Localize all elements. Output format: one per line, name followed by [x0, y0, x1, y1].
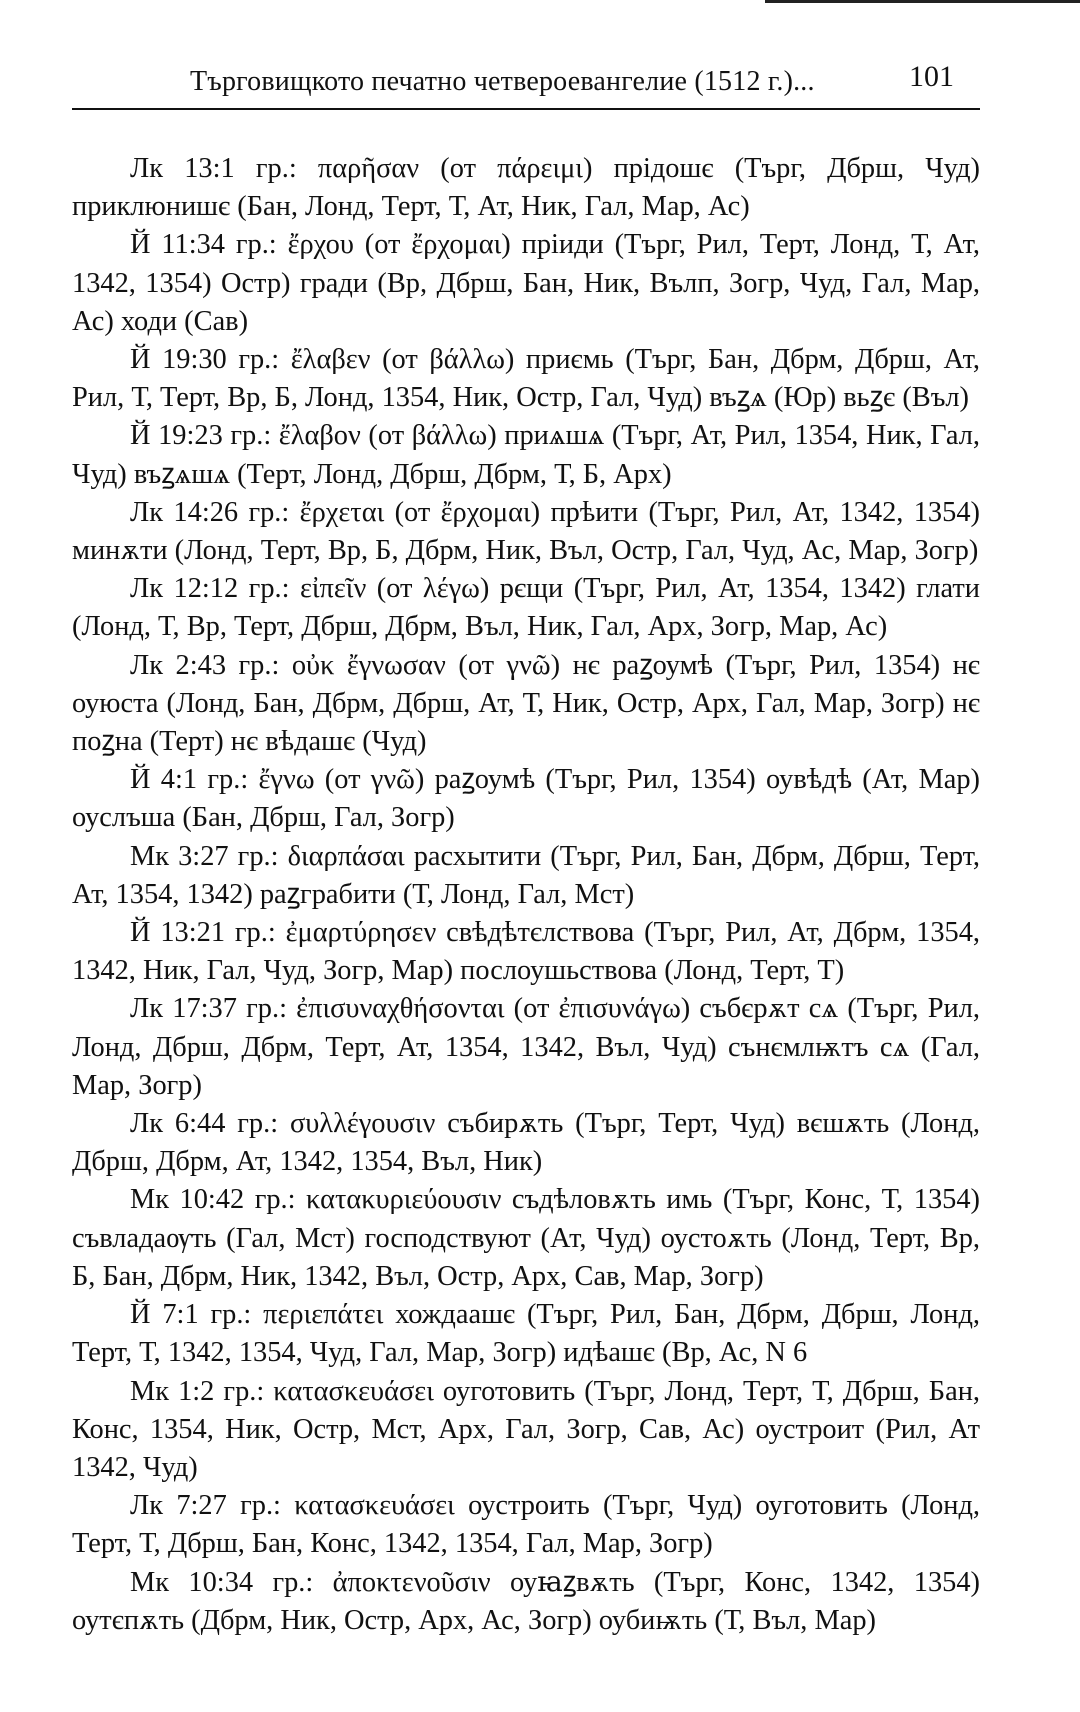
entry-text: гр.: ἐπισυναχθήσονται (от ἐπισυνάγω) събєрѫт сѧ (Търг, Рил, Лонд, Дбрш, Дбрм, Терт, Ат, 1354, 1342, Въл, Чуд) сънємлѭтъ сѧ (Гал, Мар, Зогр): [72, 993, 980, 1101]
entry-reference: Й 19:23: [130, 420, 223, 452]
entry-3: [72, 341, 980, 417]
entry-reference: Й 13:21: [130, 917, 226, 949]
entry-10: [72, 914, 980, 990]
entry-reference: Лк 14:26: [130, 496, 239, 528]
entry-reference: Лк 7:27: [130, 1490, 227, 1522]
entry-reference: Мк 1:2: [130, 1375, 215, 1407]
entry-reference: Й 4:1: [130, 764, 198, 796]
entry-text: гр.: ἔρχεται (от ἔρχομαι) прѣити (Търг, Рил, Ат, 1342, 1354) минѫти (Лонд, Терт, Вр, Б, Дбрм, Ник, Въл, Остр, Гал, Чуд, Ас, Мар, Зогр): [72, 496, 980, 567]
entry-reference: Й 19:30: [130, 344, 227, 376]
header-rule: [72, 108, 980, 110]
page-number: 101: [909, 60, 954, 93]
entry-text: гр.: ἀποκτενοῦσιν оуꙗꙁвѫть (Търг, Конс, 1342, 1354) оутєпѫть (Дбрм, Ник, Остр, Арх, Ас, Зогр) оубиѭть (Т, Въл, Мар): [72, 1566, 980, 1636]
entry-reference: Лк 2:43: [130, 649, 227, 681]
entry-reference: Й 11:34: [130, 229, 225, 261]
entry-text: гр.: διαρπάσαι расхытити (Търг, Рил, Бан, Дбрм, Дбрш, Терт, Ат, 1354, 1342) раꙁграбити (Т, Лонд, Гал, Мст): [72, 840, 981, 910]
entry-9: [72, 838, 980, 914]
entry-reference: Мк 10:34: [130, 1566, 254, 1598]
entry-reference: Лк 17:37: [130, 993, 237, 1025]
entry-text: гр.: ἐμαρτύρησεν свѣдѣтєлствова (Търг, Рил, Ат, Дбрм, 1354, 1342, Ник, Гал, Чуд, Зогр, Мар) послоушьствова (Лонд, Терт, Т): [72, 917, 981, 987]
entry-17: [72, 1564, 980, 1640]
entry-11: [72, 990, 980, 1105]
entry-4: [72, 417, 980, 493]
entry-text: гр.: κατασκευάσει оустроить (Търг, Чуд) оуготовить (Лонд, Терт, Т, Дбрш, Бан, Конс, 1342, 1354, Гал, Мар, Зогр): [72, 1490, 980, 1560]
entry-15: [72, 1373, 980, 1488]
entry-text: гр.: ἔγνω (от γνῶ) раꙁоумѣ (Търг, Рил, 1354) оувѣдѣ (Ат, Мар) оуслъша (Бан, Дбрш, Гал, Зогр): [72, 764, 980, 834]
entry-6: [72, 570, 980, 646]
entry-1: [72, 150, 980, 226]
entry-12: [72, 1105, 980, 1181]
entry-reference: Лк 12:12: [130, 573, 239, 605]
entry-text: гр.: εἰπεῖν (от λέγω) рєщи (Търг, Рил, Ат, 1354, 1342) глати (Лонд, Т, Вр, Терт, Дбрш, Дбрм, Въл, Ник, Гал, Арх, Зогр, Мар, Ас): [72, 573, 980, 643]
entry-text: гр.: συλλέγουσιν събирѫть (Търг, Терт, Чуд) вєшѫть (Лонд, Дбрш, Дбрм, Ат, 1342, 1354, Въл, Ник): [72, 1108, 980, 1178]
entry-reference: Мк 10:42: [130, 1184, 245, 1216]
entry-14: [72, 1296, 980, 1372]
entry-reference: Лк 13:1: [130, 153, 235, 184]
entry-13: [72, 1181, 980, 1296]
entry-7: [72, 647, 980, 762]
page-body: [72, 150, 980, 1640]
entry-text: гр.: ἔλαβεν (от βάλλω) приємь (Търг, Бан, Дбрм, Дбрш, Ат, Рил, Т, Терт, Вр, Б, Лонд, 1354, Ник, Остр, Гал, Чуд) въꙁѧ (Юр) вьꙁє (Въл): [72, 344, 980, 414]
entry-reference: Лк 6:44: [130, 1108, 226, 1140]
entry-reference: Й 7:1: [130, 1299, 199, 1331]
running-header: [72, 60, 982, 106]
entry-text: гр.: κατασκευάσει оуготовить (Търг, Лонд, Терт, Т, Дбрш, Бан, Конс, 1354, Ник, Остр, Мст, Арх, Гал, Зогр, Сав, Ас) оустроит (Рил, Ат 1342, Чуд): [72, 1375, 980, 1483]
entry-text: гр.: οὐκ ἔγνωσαν (от γνῶ) нє раꙁоумѣ (Търг, Рил, 1354) нє оуюста (Лонд, Бан, Дбрм, Дбрш, Ат, Т, Ник, Остр, Арх, Гал, Мар, Зогр) нє поꙁна (Терт) нє вѣдашє (Чуд): [72, 649, 980, 758]
entry-text: гр.: περιεπάτει хождаашє (Търг, Рил, Бан, Дбрм, Дбрш, Лонд, Терт, Т, 1342, 1354, Чуд, Гал, Мар, Зогр) идѣашє (Вр, Ас, N 6: [72, 1299, 980, 1369]
entry-text: гр.: ἔρχου (от ἔρχομαι) пріиди (Търг, Рил, Терт, Лонд, Т, Ат, 1342, 1354) Остр) гради (Вр, Дбрш, Бан, Ник, Вълп, Зогр, Чуд, Гал, Мар, Ас) ходи (Сав): [72, 229, 980, 337]
top-edge-rule: [765, 0, 1080, 3]
running-title: Търговищкото печатно четвероевангелие (1512 г.)...: [190, 66, 815, 97]
entry-2: [72, 226, 980, 341]
entry-reference: Мк 3:27: [130, 840, 229, 872]
entry-5: [72, 494, 980, 570]
entry-text: гр.: παρῆσαν (от πάρειμι) прідошє (Търг, Дбрш, Чуд) приклюнишє (Бан, Лонд, Терт, Т, Ат, Ник, Гал, Мар, Ас): [72, 153, 980, 223]
entry-16: [72, 1487, 980, 1563]
entry-8: [72, 761, 980, 837]
entry-text: гр.: κατακυριεύουσιν съдѣловѫть имь (Търг, Конс, Т, 1354) съвладаѹть (Гал, Мст) господствуют (Ат, Чуд) оустоѫть (Лонд, Терт, Вр, Б, Бан, Дбрм, Ник, 1342, Въл, Остр, Арх, Сав, Мар, Зогр): [72, 1184, 980, 1292]
entry-text: гр.: ἔλαβον (от βάλλω) приѧшѧ (Търг, Ат, Рил, 1354, Ник, Гал, Чуд) въꙁѧшѧ (Терт, Лонд, Дбрш, Дбрм, Т, Б, Арх): [72, 420, 980, 490]
